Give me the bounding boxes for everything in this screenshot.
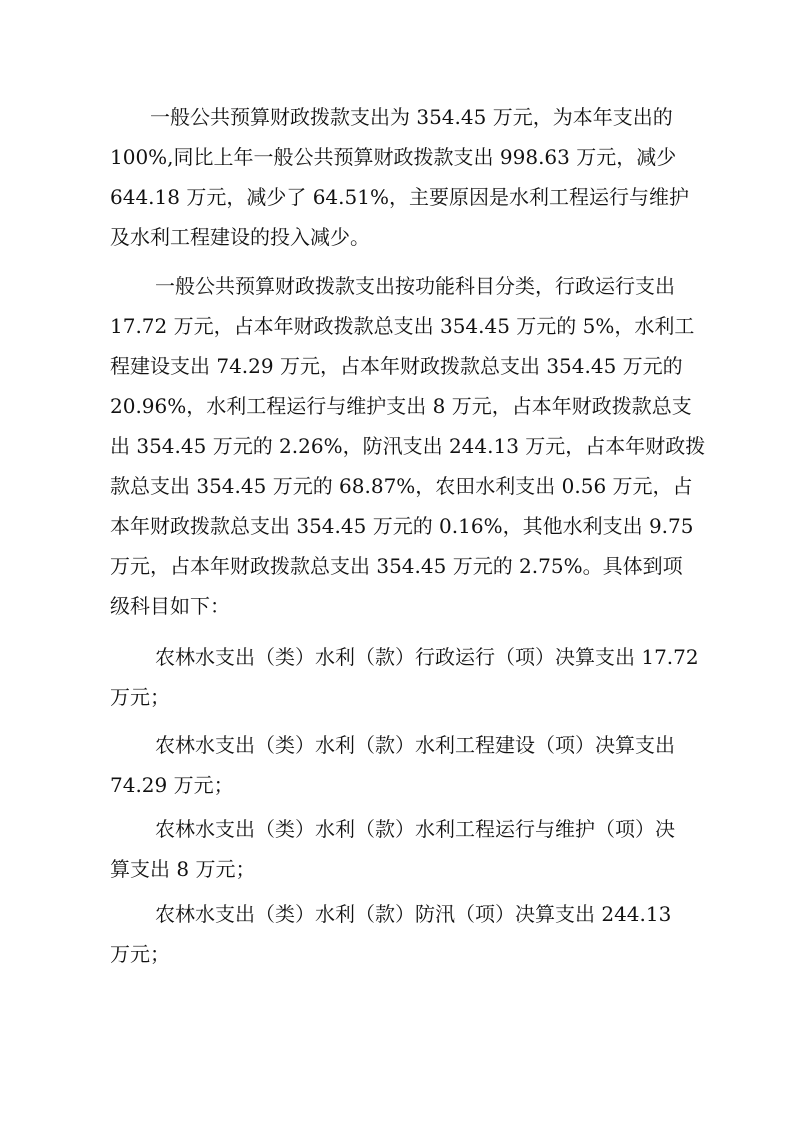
paragraph-2-line-1: 一般公共预算财政拨款支出按功能科目分类，行政运行支出: [155, 274, 675, 298]
paragraph-1-line-4: 及水利工程建设的投入减少。: [110, 225, 370, 249]
item-2-line-2: 74.29 万元；: [110, 773, 234, 797]
paragraph-2-line-6: 款总支出 354.45 万元的 68.87%，农田水利支出 0.56 万元，占: [110, 474, 693, 498]
paragraph-1-line-1: 一般公共预算财政拨款支出为 354.45 万元，为本年支出的: [150, 105, 673, 129]
paragraph-1-line-3: 644.18 万元，减少了 64.51%，主要原因是水利工程运行与维护: [110, 185, 689, 209]
item-4-line-1: 农林水支出（类）水利（款）防汛（项）决算支出 244.13: [155, 902, 672, 926]
paragraph-1-line-2: 100%,同比上年一般公共预算财政拨款支出 998.63 万元，减少: [110, 145, 677, 169]
paragraph-2-line-4: 20.96%，水利工程运行与维护支出 8 万元，占本年财政拨款总支: [110, 394, 692, 418]
paragraph-2-line-5: 出 354.45 万元的 2.26%，防汛支出 244.13 万元，占本年财政拨: [110, 434, 706, 458]
item-2-line-1: 农林水支出（类）水利（款）水利工程建设（项）决算支出: [155, 733, 675, 757]
item-1-line-2: 万元；: [110, 685, 170, 709]
item-4-line-2: 万元；: [110, 942, 170, 966]
item-3-line-1: 农林水支出（类）水利（款）水利工程运行与维护（项）决: [155, 817, 675, 841]
paragraph-2-line-3: 程建设支出 74.29 万元，占本年财政拨款总支出 354.45 万元的: [110, 354, 683, 378]
paragraph-2-line-9: 级科目如下：: [110, 594, 230, 618]
paragraph-2-line-8: 万元，占本年财政拨款总支出 354.45 万元的 2.75%。具体到项: [110, 554, 683, 578]
paragraph-2-line-2: 17.72 万元，占本年财政拨款总支出 354.45 万元的 5%，水利工: [110, 314, 695, 338]
paragraph-2-line-7: 本年财政拨款总支出 354.45 万元的 0.16%，其他水利支出 9.75: [110, 514, 694, 538]
item-3-line-2: 算支出 8 万元；: [110, 857, 256, 881]
item-1-line-1: 农林水支出（类）水利（款）行政运行（项）决算支出 17.72: [155, 645, 699, 669]
